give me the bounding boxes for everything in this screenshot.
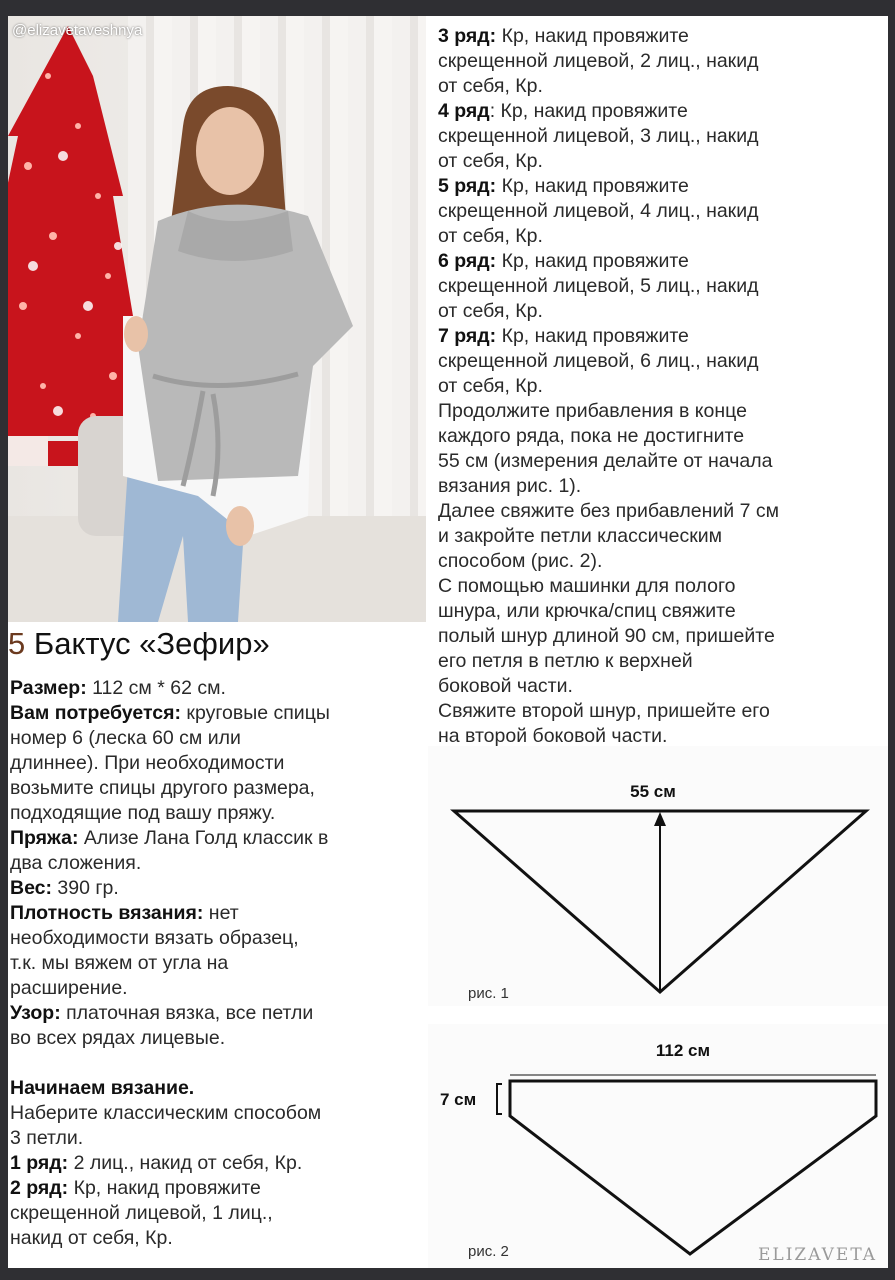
cord-instructions: шнура, или крючка/спиц свяжите [438,600,736,622]
row-7-label: 7 ряд: [438,325,497,347]
cord-instructions: боковой части. [438,675,573,697]
pattern-name: Бактус «Зефир» [33,626,270,661]
face [196,107,264,195]
instructions-column [438,24,883,749]
shape-outline [510,1081,876,1254]
needles-line: длиннее). При необходимости [10,752,285,774]
gauge-label: Плотность вязания: [10,902,204,924]
row-5-text: скрещенной лицевой, 4 лиц., накид [438,200,759,222]
width-label: 112 см [655,1041,711,1060]
cord-instructions: полый шнур длиной 90 см, пришейте [438,625,775,647]
second-cord-instructions: Свяжите второй шнур, пришейте его [438,700,770,722]
row-4-text: от себя, Кр. [438,150,543,172]
row-2-text: скрещенной лицевой, 1 лиц., [10,1202,273,1224]
weight-value: 390 гр. [52,877,119,899]
row-6-text: от себя, Кр. [438,300,543,322]
start-heading: Начинаем вязание. [10,1077,195,1099]
needles-line: подходящие под вашу пряжу. [10,802,276,824]
increase-instructions: вязания рис. 1). [438,475,582,497]
row-1-label: 1 ряд: [10,1152,69,1174]
height-bracket [497,1084,502,1114]
needles-label: Вам потребуется: [10,702,181,724]
height-label: 55 см [630,782,676,801]
bind-off-instructions: способом (рис. 2). [438,550,603,572]
increase-instructions: Продолжите прибавления в конце [438,400,747,422]
pattern-number: 5 [8,626,26,661]
increase-instructions: каждого ряда, пока не достигните [438,425,745,447]
start-line: Наберите классическим способом [10,1102,322,1124]
figure-1-triangle [428,746,888,1006]
gauge-line: нет [203,902,239,924]
size-label: Размер: [10,677,87,699]
row-5-text: Кр, накид провяжите [496,175,689,197]
row-7-text: скрещенной лицевой, 6 лиц., накид [438,350,759,372]
cord-instructions: его петля в петлю к верхней [438,650,693,672]
weight-label: Вес: [10,877,53,899]
row-3-label: 3 ряд: [438,25,497,47]
row-7-text: Кр, накид провяжите [496,325,689,347]
height-label: 7 см [440,1090,477,1109]
model-photo [8,16,426,622]
gauge-line: расширение. [10,977,128,999]
watermark: ELIZAVETA [758,1245,878,1265]
row-6-label: 6 ряд: [438,250,497,272]
stitch-label: Узор: [10,1002,61,1024]
row-2-text: накид от себя, Кр. [10,1227,173,1249]
bind-off-instructions: Далее свяжите без прибавлений 7 см [438,500,780,522]
gauge-line: необходимости вязать образец, [10,927,299,949]
figure-2-caption: рис. 2 [468,1243,509,1260]
yarn-line: Ализе Лана Голд классик в [78,827,329,849]
cord-instructions: С помощью машинки для полого [438,575,736,597]
start-line: 3 петли. [10,1127,84,1149]
christmas-tree [8,26,138,466]
row-4-label: 4 ряд [438,100,490,122]
row-7-text: от себя, Кр. [438,375,543,397]
stitch-line: платочная вязка, все петли [60,1002,314,1024]
row-6-text: скрещенной лицевой, 5 лиц., накид [438,275,759,297]
row-6-text: Кр, накид провяжите [496,250,689,272]
arrow-head-icon [654,812,666,826]
row-5-label: 5 ряд: [438,175,497,197]
row-1-text: 2 лиц., накид от себя, Кр. [68,1152,303,1174]
row-5-text: от себя, Кр. [438,225,543,247]
pattern-title [8,626,270,662]
needles-line: номер 6 (леска 60 см или [10,727,241,749]
row-3-text: от себя, Кр. [438,75,543,97]
instagram-handle: @elizavetaveshnya [12,22,143,39]
yarn-line: два сложения. [10,852,142,874]
row-2-label: 2 ряд: [10,1177,69,1199]
gauge-line: т.к. мы вяжем от угла на [10,952,229,974]
bind-off-instructions: и закройте петли классическим [438,525,723,547]
figure-1-caption: рис. 1 [468,985,509,1002]
increase-instructions: 55 см (измерения делайте от начала [438,450,773,472]
size-value: 112 см * 62 см. [86,677,226,699]
row-3-text: скрещенной лицевой, 2 лиц., накид [438,50,759,72]
photo-illustration [8,16,426,622]
materials-column [10,676,420,1251]
row-4-text: : Кр, накид провяжите [489,100,688,122]
row-4-text: скрещенной лицевой, 3 лиц., накид [438,125,759,147]
row-2-text: Кр, накид провяжите [68,1177,261,1199]
figure-2-shape [428,1024,888,1268]
row-3-text: Кр, накид провяжите [496,25,689,47]
second-cord-instructions: на второй боковой части. [438,725,668,747]
needles-line: возьмите спицы другого размера, [10,777,315,799]
stitch-line: во всех рядах лицевые. [10,1027,226,1049]
needles-line: круговые спицы [181,702,330,724]
yarn-label: Пряжа: [10,827,79,849]
pattern-page [8,16,888,1268]
